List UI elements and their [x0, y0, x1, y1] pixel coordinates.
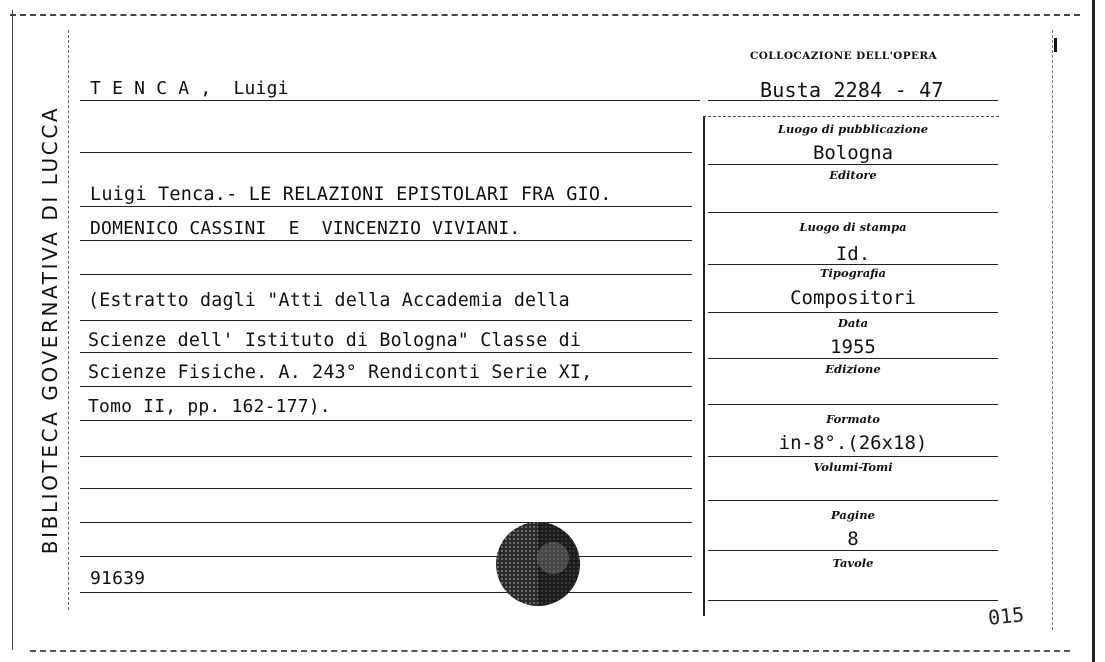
right-line-9	[708, 550, 998, 551]
right-line-1	[708, 164, 998, 165]
inventory-number: 91639	[90, 568, 146, 589]
author-underline	[80, 100, 700, 101]
title-line-6: Scienze Fisiche. A. 243° Rendiconti Serie XI,	[88, 362, 593, 383]
body-line-1	[80, 152, 692, 153]
label-formato: Formato	[826, 412, 880, 426]
body-line-11	[80, 522, 692, 523]
right-box-left-border	[703, 116, 705, 616]
label-edizione: Edizione	[825, 362, 881, 376]
right-line-2	[708, 212, 998, 213]
card-left-edge	[12, 10, 13, 650]
body-line-12	[80, 556, 692, 557]
right-line-5	[708, 358, 998, 359]
title-line-1: Luigi Tenca.- LE RELAZIONI EPISTOLARI FRA GIO.	[90, 184, 612, 205]
value-formato: in-8°.(26x18)	[778, 432, 928, 454]
value-luogo-stampa: Id.	[835, 243, 871, 265]
body-line-13	[80, 592, 692, 593]
body-line-8	[80, 420, 692, 421]
card-right-edge	[1052, 30, 1053, 630]
card-bottom-border	[30, 650, 1070, 652]
title-line-5: Scienze dell' Istituto di Bologna" Classe di	[88, 330, 582, 351]
right-line-7	[708, 456, 998, 457]
title-line-4: (Estratto dagli "Atti della Accademia della	[88, 290, 570, 311]
right-line-4	[708, 312, 998, 313]
value-tipografia: Compositori	[790, 287, 916, 309]
author-name: T E N C A , Luigi	[90, 78, 289, 99]
right-line-8	[708, 500, 998, 501]
right-line-10	[708, 600, 998, 601]
value-data: 1955	[830, 336, 876, 358]
value-pagine: 8	[847, 528, 859, 550]
right-strip	[1092, 0, 1095, 662]
shelfmark-underline	[708, 100, 998, 101]
label-luogo-stampa: Luogo di stampa	[799, 220, 907, 234]
body-line-2	[80, 206, 692, 207]
body-line-4	[80, 274, 692, 275]
right-line-3	[708, 264, 998, 265]
card-top-border	[10, 14, 1080, 16]
right-box-top	[703, 116, 999, 117]
ink-stamp-seal	[493, 518, 585, 610]
label-data: Data	[837, 316, 869, 330]
title-line-2: DOMENICO CASSINI E VINCENZIO VIVIANI.	[90, 218, 521, 239]
label-luogo-pubblicazione: Luogo di pubblicazione	[777, 122, 929, 136]
label-editore: Editore	[829, 168, 877, 182]
body-line-7	[80, 386, 692, 387]
collocation-label: COLLOCAZIONE DELL'OPERA	[750, 50, 938, 62]
body-line-10	[80, 488, 692, 489]
title-line-7: Tomo II, pp. 162-177).	[88, 396, 331, 417]
body-line-6	[80, 352, 692, 353]
library-stamp: BIBLIOTECA GOVERNATIVA DI LUCCA	[38, 105, 62, 555]
value-luogo-pubblicazione: Bologna	[812, 142, 894, 164]
corner-mark: 015	[986, 602, 1026, 630]
label-tavole: Tavole	[832, 556, 874, 570]
label-tipografia: Tipografia	[819, 266, 886, 280]
body-line-5	[80, 320, 692, 321]
label-volumi-tomi: Volumi-Tomi	[813, 460, 893, 474]
right-line-6	[708, 404, 998, 405]
shelfmark: Busta 2284 - 47	[760, 78, 944, 102]
card-inner-left-edge	[68, 30, 69, 610]
body-line-9	[80, 456, 692, 457]
right-edge-mark	[1054, 38, 1057, 52]
body-line-3	[80, 240, 692, 241]
label-pagine: Pagine	[831, 508, 875, 522]
